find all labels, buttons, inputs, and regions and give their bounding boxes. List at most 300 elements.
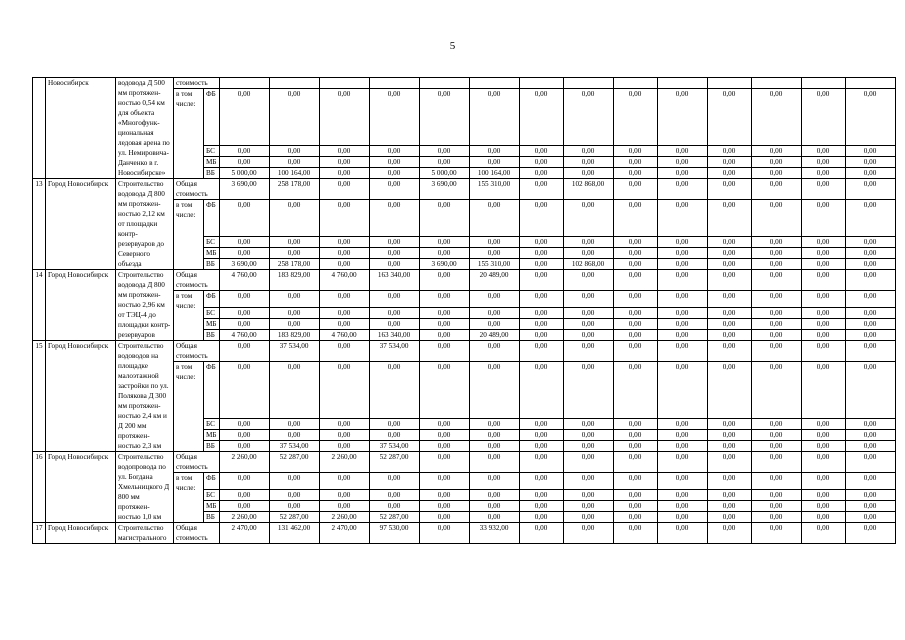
value-cell: 0,00	[419, 419, 469, 430]
value-cell: 0,00	[269, 146, 319, 157]
value-cell: 0,00	[707, 452, 751, 473]
value-cell: 0,00	[751, 237, 801, 248]
funding-source: ФБ	[204, 291, 220, 308]
value-cell	[469, 78, 519, 89]
value-cell: 0,00	[519, 259, 563, 270]
value-cell: 0,00	[657, 237, 707, 248]
value-cell: 0,00	[319, 362, 369, 419]
value-cell: 0,00	[801, 512, 845, 523]
value-cell: 0,00	[563, 441, 613, 452]
value-cell: 0,00	[657, 441, 707, 452]
including-label: в том числе:	[174, 473, 204, 523]
value-cell: 0,00	[419, 341, 469, 362]
value-cell: 0,00	[613, 259, 657, 270]
value-cell: 0,00	[801, 501, 845, 512]
value-cell: 0,00	[657, 248, 707, 259]
value-cell: 0,00	[751, 501, 801, 512]
value-cell: 0,00	[707, 291, 751, 308]
value-cell: 0,00	[751, 89, 801, 146]
value-cell: 0,00	[845, 512, 895, 523]
value-cell	[801, 78, 845, 89]
value-cell: 0,00	[845, 248, 895, 259]
value-cell: 0,00	[563, 308, 613, 319]
value-cell: 0,00	[801, 146, 845, 157]
value-cell: 0,00	[319, 89, 369, 146]
value-cell: 0,00	[419, 291, 469, 308]
value-cell: 0,00	[613, 179, 657, 200]
value-cell: 0,00	[613, 473, 657, 490]
value-cell: 0,00	[751, 270, 801, 291]
row-index: 15	[33, 341, 46, 452]
value-cell: 0,00	[563, 291, 613, 308]
value-cell: 0,00	[751, 441, 801, 452]
value-cell: 0,00	[519, 341, 563, 362]
value-cell: 183 829,00	[269, 330, 319, 341]
value-cell: 0,00	[751, 168, 801, 179]
value-cell: 0,00	[657, 362, 707, 419]
value-cell: 0,00	[519, 523, 563, 544]
value-cell: 0,00	[657, 270, 707, 291]
value-cell: 0,00	[845, 146, 895, 157]
value-cell: 0,00	[801, 248, 845, 259]
value-cell: 0,00	[801, 270, 845, 291]
value-cell: 0,00	[845, 490, 895, 501]
value-cell: 0,00	[563, 362, 613, 419]
value-cell: 0,00	[519, 452, 563, 473]
value-cell: 0,00	[419, 308, 469, 319]
value-cell: 0,00	[319, 146, 369, 157]
value-cell: 3 690,00	[219, 179, 269, 200]
table-row	[33, 179, 896, 200]
value-cell: 0,00	[469, 490, 519, 501]
value-cell: 0,00	[801, 430, 845, 441]
value-cell: 0,00	[419, 146, 469, 157]
value-cell: 0,00	[801, 473, 845, 490]
value-cell: 0,00	[707, 200, 751, 237]
value-cell: 258 178,00	[269, 259, 319, 270]
value-cell: 0,00	[469, 157, 519, 168]
value-cell: 0,00	[845, 419, 895, 430]
value-cell: 0,00	[419, 473, 469, 490]
value-cell: 0,00	[801, 291, 845, 308]
value-cell: 0,00	[801, 259, 845, 270]
value-cell: 0,00	[219, 490, 269, 501]
value-cell: 0,00	[219, 473, 269, 490]
value-cell: 0,00	[613, 168, 657, 179]
value-cell: 0,00	[319, 308, 369, 319]
value-cell: 0,00	[707, 179, 751, 200]
value-cell: 0,00	[519, 270, 563, 291]
value-cell: 0,00	[613, 341, 657, 362]
value-cell: 0,00	[657, 490, 707, 501]
value-cell: 0,00	[613, 523, 657, 544]
value-cell: 0,00	[369, 473, 419, 490]
value-cell: 0,00	[751, 157, 801, 168]
table-row	[33, 341, 896, 362]
value-cell: 0,00	[657, 319, 707, 330]
value-cell: 100 164,00	[469, 168, 519, 179]
value-cell: 0,00	[657, 512, 707, 523]
object-description: Строительство водовода Д 800 мм протяжен- ностью 2,96 км от ТЭЦ-4 до площадки контр- резервуаров	[116, 270, 174, 341]
value-cell: 0,00	[219, 237, 269, 248]
value-cell: 0,00	[269, 362, 319, 419]
object-description: Строительство водопровода по ул. Богдана Хмельницкого Д 800 мм протяжен- ностью 1,0 км	[116, 452, 174, 523]
value-cell	[219, 78, 269, 89]
value-cell: 0,00	[613, 512, 657, 523]
value-cell: 0,00	[269, 89, 319, 146]
value-cell: 0,00	[469, 237, 519, 248]
value-cell: 0,00	[707, 157, 751, 168]
value-cell: 37 534,00	[269, 341, 319, 362]
including-label: в том числе:	[174, 200, 204, 270]
value-cell: 0,00	[657, 330, 707, 341]
value-cell: 2 260,00	[319, 452, 369, 473]
value-cell: 0,00	[563, 473, 613, 490]
value-cell: 0,00	[845, 341, 895, 362]
value-cell: 0,00	[219, 362, 269, 419]
value-cell: 0,00	[519, 501, 563, 512]
value-cell: 0,00	[219, 501, 269, 512]
value-cell: 0,00	[519, 490, 563, 501]
value-cell: 0,00	[613, 362, 657, 419]
funding-source: МБ	[204, 157, 220, 168]
value-cell: 0,00	[519, 441, 563, 452]
value-cell	[845, 78, 895, 89]
value-cell: 0,00	[419, 200, 469, 237]
value-cell: 0,00	[845, 259, 895, 270]
value-cell: 0,00	[801, 319, 845, 330]
value-cell: 0,00	[419, 452, 469, 473]
value-cell: 0,00	[801, 237, 845, 248]
value-cell: 0,00	[519, 291, 563, 308]
value-cell: 0,00	[319, 430, 369, 441]
value-cell: 0,00	[469, 146, 519, 157]
value-cell: 0,00	[469, 248, 519, 259]
value-cell: 2 470,00	[219, 523, 269, 544]
value-cell: 0,00	[469, 430, 519, 441]
value-cell: 0,00	[319, 248, 369, 259]
funding-source: МБ	[204, 501, 220, 512]
value-cell: 0,00	[613, 430, 657, 441]
total-label: Общая стоимость	[174, 179, 220, 200]
value-cell: 0,00	[707, 259, 751, 270]
value-cell	[319, 78, 369, 89]
value-cell: 37 534,00	[369, 441, 419, 452]
city-cell: Новосибирск	[46, 78, 116, 179]
value-cell: 0,00	[613, 146, 657, 157]
value-cell: 0,00	[219, 308, 269, 319]
value-cell: 0,00	[613, 157, 657, 168]
value-cell: 0,00	[801, 157, 845, 168]
value-cell	[369, 78, 419, 89]
value-cell	[419, 78, 469, 89]
value-cell: 0,00	[269, 237, 319, 248]
value-cell: 0,00	[707, 319, 751, 330]
value-cell: 0,00	[751, 200, 801, 237]
value-cell: 0,00	[613, 441, 657, 452]
value-cell: 100 164,00	[269, 168, 319, 179]
value-cell: 52 287,00	[269, 452, 319, 473]
value-cell: 0,00	[319, 501, 369, 512]
value-cell: 0,00	[369, 157, 419, 168]
value-cell: 0,00	[613, 501, 657, 512]
value-cell: 0,00	[613, 490, 657, 501]
value-cell: 0,00	[419, 501, 469, 512]
row-index: 16	[33, 452, 46, 523]
value-cell: 0,00	[613, 330, 657, 341]
value-cell: 0,00	[707, 419, 751, 430]
value-cell: 155 310,00	[469, 179, 519, 200]
value-cell: 0,00	[469, 512, 519, 523]
value-cell: 0,00	[519, 319, 563, 330]
value-cell: 0,00	[613, 452, 657, 473]
financing-table	[32, 77, 896, 544]
value-cell: 5 000,00	[419, 168, 469, 179]
value-cell: 0,00	[801, 341, 845, 362]
value-cell: 0,00	[469, 419, 519, 430]
value-cell: 0,00	[219, 430, 269, 441]
value-cell: 0,00	[369, 308, 419, 319]
value-cell: 0,00	[563, 168, 613, 179]
value-cell: 0,00	[707, 89, 751, 146]
page-number: 5	[449, 40, 456, 52]
value-cell: 0,00	[751, 473, 801, 490]
value-cell: 5 000,00	[219, 168, 269, 179]
value-cell: 0,00	[419, 157, 469, 168]
value-cell: 0,00	[319, 319, 369, 330]
value-cell: 0,00	[707, 523, 751, 544]
value-cell: 0,00	[657, 200, 707, 237]
value-cell: 0,00	[319, 237, 369, 248]
value-cell: 0,00	[469, 319, 519, 330]
value-cell: 0,00	[657, 501, 707, 512]
value-cell: 0,00	[369, 259, 419, 270]
value-cell: 0,00	[801, 441, 845, 452]
value-cell: 0,00	[707, 441, 751, 452]
funding-source: ФБ	[204, 362, 220, 419]
value-cell: 0,00	[519, 237, 563, 248]
value-cell: 0,00	[563, 248, 613, 259]
funding-source: МБ	[204, 319, 220, 330]
value-cell: 0,00	[419, 270, 469, 291]
value-cell: 0,00	[751, 291, 801, 308]
value-cell: 0,00	[269, 490, 319, 501]
value-cell: 0,00	[801, 89, 845, 146]
value-cell: 37 534,00	[369, 341, 419, 362]
value-cell: 0,00	[469, 501, 519, 512]
value-cell: 37 534,00	[269, 441, 319, 452]
value-cell: 0,00	[469, 441, 519, 452]
value-cell: 0,00	[613, 237, 657, 248]
value-cell: 0,00	[369, 237, 419, 248]
row-index: 14	[33, 270, 46, 341]
value-cell: 0,00	[613, 248, 657, 259]
value-cell: 0,00	[845, 168, 895, 179]
value-cell: 0,00	[657, 473, 707, 490]
value-cell: 0,00	[707, 330, 751, 341]
funding-source: БС	[204, 237, 220, 248]
value-cell: 0,00	[469, 89, 519, 146]
funding-source: МБ	[204, 430, 220, 441]
value-cell: 0,00	[269, 200, 319, 237]
value-cell	[519, 78, 563, 89]
value-cell: 0,00	[369, 146, 419, 157]
value-cell: 0,00	[419, 319, 469, 330]
value-cell	[563, 78, 613, 89]
value-cell: 0,00	[845, 330, 895, 341]
value-cell: 0,00	[269, 473, 319, 490]
value-cell: 0,00	[707, 501, 751, 512]
value-cell: 0,00	[845, 179, 895, 200]
value-cell: 0,00	[657, 523, 707, 544]
value-cell: 0,00	[657, 157, 707, 168]
value-cell	[613, 78, 657, 89]
value-cell: 0,00	[801, 308, 845, 319]
value-cell: 0,00	[269, 430, 319, 441]
value-cell: 183 829,00	[269, 270, 319, 291]
value-cell: 0,00	[751, 146, 801, 157]
value-cell: 102 868,00	[563, 179, 613, 200]
value-cell: 0,00	[563, 237, 613, 248]
funding-source: ВБ	[204, 441, 220, 452]
value-cell: 0,00	[613, 270, 657, 291]
table-row	[33, 523, 896, 544]
value-cell: 0,00	[657, 179, 707, 200]
value-cell	[657, 78, 707, 89]
value-cell: 0,00	[751, 419, 801, 430]
value-cell: 20 489,00	[469, 270, 519, 291]
value-cell: 0,00	[519, 248, 563, 259]
value-cell: 0,00	[419, 362, 469, 419]
value-cell: 0,00	[613, 291, 657, 308]
value-cell: 0,00	[369, 419, 419, 430]
city-cell: Город Новосибирск	[46, 341, 116, 452]
value-cell: 0,00	[751, 179, 801, 200]
value-cell: 0,00	[845, 237, 895, 248]
value-cell: 0,00	[319, 179, 369, 200]
value-cell: 0,00	[845, 319, 895, 330]
value-cell: 0,00	[269, 248, 319, 259]
value-cell: 0,00	[657, 89, 707, 146]
object-description: Строительство водоводов на площадке малоэтажной застройки по ул. Полякова Д 300 мм протяжен- ностью 2,4 км и Д 200 мм протяжен- ностью 2,3 км	[116, 341, 174, 452]
value-cell: 0,00	[369, 362, 419, 419]
value-cell: 0,00	[219, 419, 269, 430]
value-cell: 0,00	[845, 89, 895, 146]
value-cell: 0,00	[419, 89, 469, 146]
total-label: Общая стоимость	[174, 341, 220, 362]
value-cell: 0,00	[563, 452, 613, 473]
value-cell: 155 310,00	[469, 259, 519, 270]
value-cell: 0,00	[563, 501, 613, 512]
value-cell: 0,00	[707, 490, 751, 501]
value-cell: 0,00	[801, 452, 845, 473]
total-label: стоимость	[174, 78, 220, 89]
value-cell: 97 530,00	[369, 523, 419, 544]
value-cell: 0,00	[707, 308, 751, 319]
value-cell: 0,00	[845, 308, 895, 319]
value-cell: 0,00	[845, 441, 895, 452]
value-cell: 0,00	[845, 452, 895, 473]
value-cell: 0,00	[219, 89, 269, 146]
value-cell: 0,00	[219, 157, 269, 168]
value-cell: 0,00	[657, 430, 707, 441]
value-cell: 0,00	[801, 179, 845, 200]
value-cell: 0,00	[469, 452, 519, 473]
value-cell: 0,00	[657, 168, 707, 179]
value-cell: 0,00	[369, 430, 419, 441]
city-cell: Город Новосибирск	[46, 179, 116, 270]
total-label: Общая стоимость	[174, 270, 220, 291]
funding-source: БС	[204, 490, 220, 501]
value-cell: 0,00	[369, 490, 419, 501]
value-cell: 0,00	[563, 490, 613, 501]
value-cell: 0,00	[319, 168, 369, 179]
value-cell: 0,00	[319, 259, 369, 270]
value-cell: 0,00	[219, 248, 269, 259]
value-cell: 0,00	[319, 157, 369, 168]
value-cell: 0,00	[519, 308, 563, 319]
value-cell: 258 178,00	[269, 179, 319, 200]
value-cell: 0,00	[269, 308, 319, 319]
value-cell: 0,00	[269, 501, 319, 512]
funding-source: БС	[204, 146, 220, 157]
value-cell: 0,00	[707, 473, 751, 490]
value-cell: 0,00	[845, 270, 895, 291]
value-cell: 0,00	[751, 452, 801, 473]
object-description: Строительство магистрального	[116, 523, 174, 544]
funding-source: БС	[204, 308, 220, 319]
value-cell: 0,00	[845, 157, 895, 168]
value-cell: 0,00	[319, 200, 369, 237]
value-cell: 0,00	[519, 146, 563, 157]
including-label: в том числе:	[174, 89, 204, 179]
funding-source: ФБ	[204, 473, 220, 490]
table-row	[33, 270, 896, 291]
value-cell: 0,00	[419, 490, 469, 501]
value-cell: 0,00	[707, 270, 751, 291]
value-cell	[707, 78, 751, 89]
value-cell: 0,00	[563, 341, 613, 362]
value-cell: 0,00	[801, 490, 845, 501]
value-cell: 0,00	[519, 179, 563, 200]
value-cell: 0,00	[845, 523, 895, 544]
value-cell: 4 760,00	[219, 330, 269, 341]
value-cell: 0,00	[751, 248, 801, 259]
value-cell: 0,00	[613, 200, 657, 237]
value-cell: 52 287,00	[369, 452, 419, 473]
value-cell: 163 340,00	[369, 330, 419, 341]
value-cell: 0,00	[563, 146, 613, 157]
value-cell: 0,00	[219, 319, 269, 330]
value-cell: 0,00	[845, 200, 895, 237]
value-cell: 0,00	[519, 430, 563, 441]
value-cell: 0,00	[751, 430, 801, 441]
funding-source: ФБ	[204, 200, 220, 237]
value-cell: 0,00	[801, 330, 845, 341]
table-row	[33, 78, 896, 89]
value-cell: 131 462,00	[269, 523, 319, 544]
value-cell: 0,00	[845, 501, 895, 512]
value-cell: 0,00	[563, 200, 613, 237]
funding-source: ВБ	[204, 168, 220, 179]
value-cell: 0,00	[469, 200, 519, 237]
value-cell: 0,00	[707, 146, 751, 157]
funding-source: ФБ	[204, 89, 220, 146]
value-cell	[269, 78, 319, 89]
value-cell: 0,00	[801, 419, 845, 430]
value-cell: 0,00	[519, 473, 563, 490]
value-cell: 0,00	[519, 419, 563, 430]
